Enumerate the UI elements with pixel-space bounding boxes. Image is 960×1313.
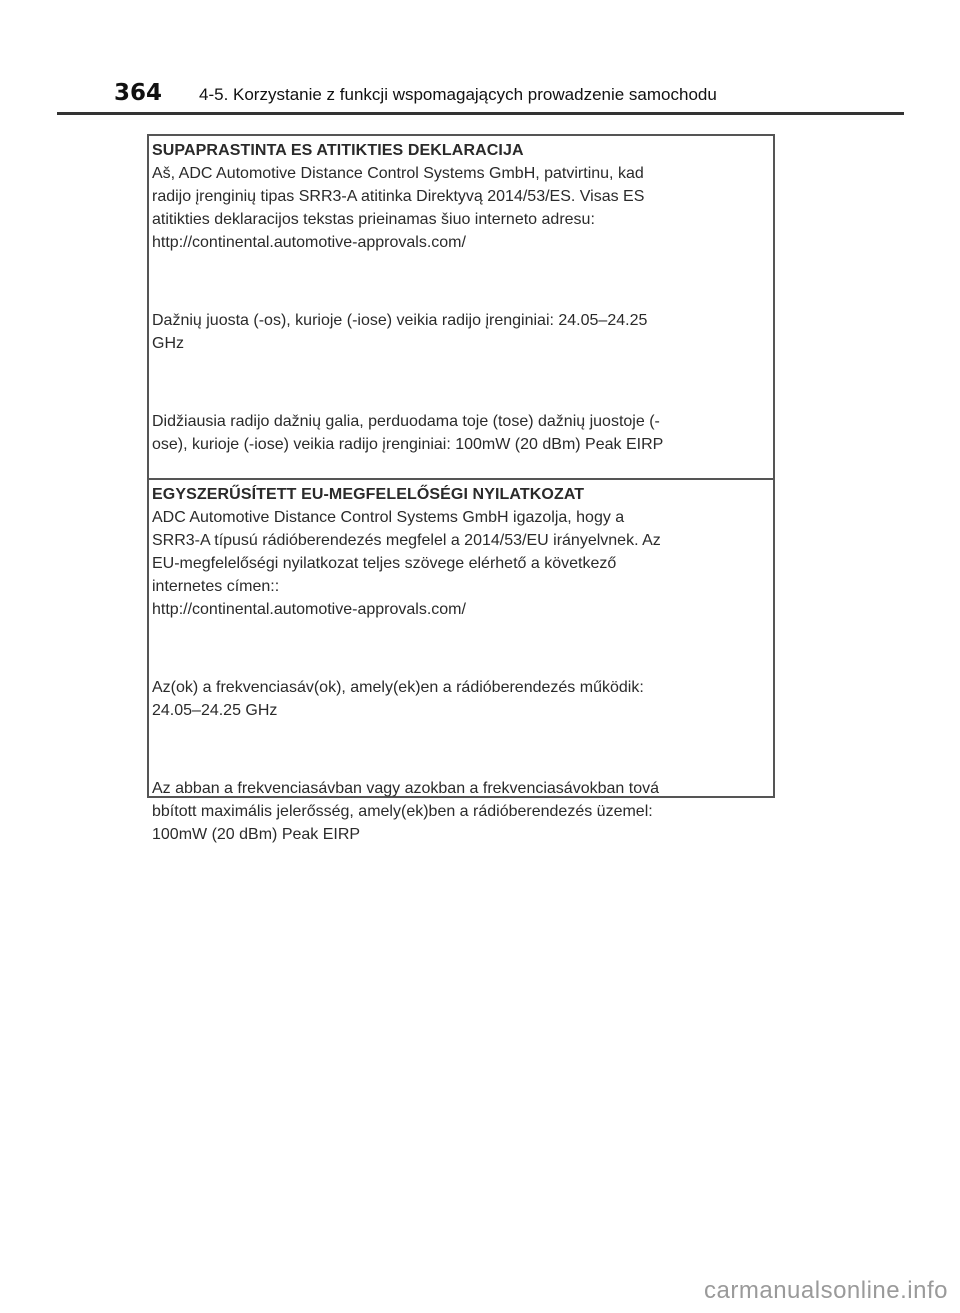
declaration-line: Az(ok) a frekvenciasáv(ok), amely(ek)en a rádióberendezés működik: — [152, 679, 644, 696]
paragraph-gap — [152, 637, 773, 660]
page-header — [0, 72, 960, 116]
watermark: carmanualsonline.info — [704, 1277, 948, 1304]
paragraph-gap — [152, 270, 773, 293]
declaration-line: internetes címen:: — [152, 578, 280, 595]
declaration-line: radijo įrenginių tipas SRR3-A atitinka Direktyvą 2014/53/ES. Visas ES — [152, 188, 645, 205]
declaration-line: Didžiausia radijo dažnių galia, perduodama toje (tose) dažnių juostoje (- — [152, 413, 660, 430]
declaration-title: SUPAPRASTINTA ES ATITIKTIES DEKLARACIJA — [152, 142, 524, 159]
declaration-line: atitikties deklaracijos tekstas prieinamas šiuo interneto adresu: — [152, 211, 595, 228]
declaration-frame — [147, 134, 775, 843]
declaration-line: Aš, ADC Automotive Distance Control Systems GmbH, patvirtinu, kad — [152, 165, 644, 182]
declaration-line: Dažnių juosta (-os), kurioje (-iose) veikia radijo įrenginiai: 24.05–24.25 — [152, 312, 648, 329]
declaration-line: 100mW (20 dBm) Peak EIRP — [152, 826, 361, 843]
paragraph-gap — [152, 738, 773, 761]
declaration-line: bbított maximális jelerősség, amely(ek)ben a rádióberendezés üzemel: — [152, 803, 653, 820]
declaration-line: SRR3-A típusú rádióberendezés megfelel a 2014/53/EU irányelvnek. Az — [152, 532, 661, 549]
header-divider — [57, 112, 904, 115]
declaration-line: 24.05–24.25 GHz — [152, 702, 278, 719]
page-number: 364 — [114, 80, 163, 106]
declaration-box-lt — [149, 136, 773, 478]
declaration-line: Az abban a frekvenciasávban vagy azokban a frekvenciasávokban tová — [152, 780, 659, 797]
declaration-line: ose), kurioje (-iose) veikia radijo įrenginiai: 100mW (20 dBm) Peak EIRP — [152, 436, 664, 453]
declaration-line: GHz — [152, 335, 184, 352]
declaration-line: EU-megfelelőségi nyilatkozat teljes szövege elérhető a következő — [152, 555, 617, 572]
declaration-line: http://continental.automotive-approvals.com/ — [152, 601, 466, 618]
declaration-box-hu — [149, 478, 773, 843]
declaration-title: EGYSZERŰSÍTETT EU-MEGFELELŐSÉGI NYILATKOZAT — [152, 486, 585, 503]
section-title: 4-5. Korzystanie z funkcji wspomagających prowadzenie samochodu — [199, 85, 717, 104]
declaration-line: http://continental.automotive-approvals.com/ — [152, 234, 466, 251]
paragraph-gap — [152, 371, 773, 394]
declaration-line: ADC Automotive Distance Control Systems GmbH igazolja, hogy a — [152, 509, 625, 526]
